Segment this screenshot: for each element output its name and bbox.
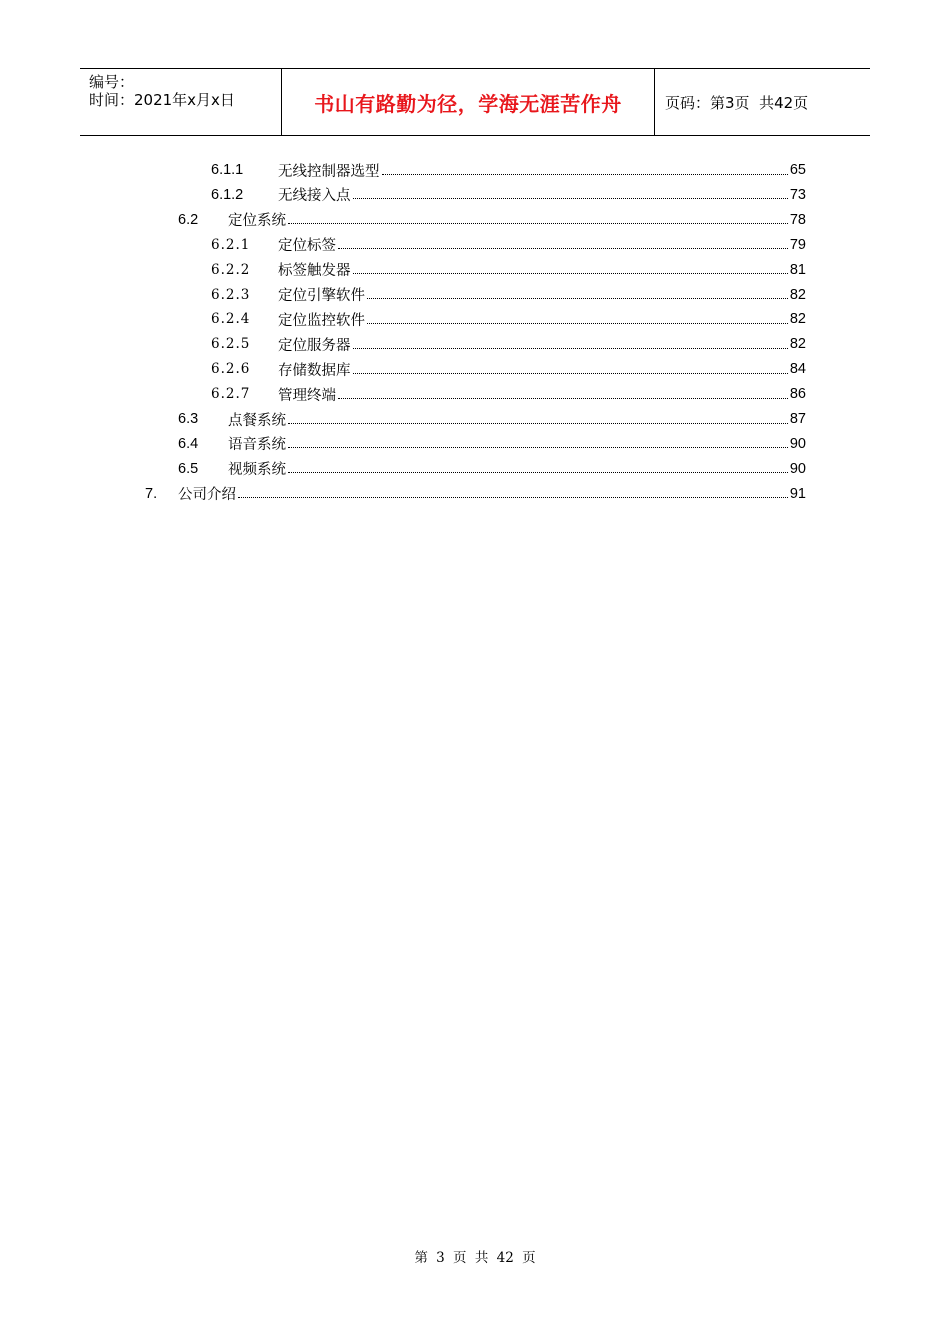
toc-entry-page: 84 — [789, 361, 806, 378]
toc-entry-title: 定位引擎软件 — [278, 288, 365, 304]
toc-entry[interactable] — [0, 332, 950, 356]
dot-leader — [238, 497, 788, 498]
toc-entry-title: 语音系统 — [228, 437, 286, 454]
header-info-cell — [80, 69, 282, 135]
toc-entry-number: 6.2.6 — [211, 361, 251, 378]
dot-leader — [338, 398, 788, 399]
header-page-cell — [655, 69, 870, 135]
dot-leader — [288, 423, 788, 424]
toc-entry-title: 无线控制器选型 — [278, 163, 380, 180]
toc-entry-title: 标签触发器 — [278, 263, 351, 280]
toc-entry-page: 90 — [789, 460, 806, 477]
dot-leader — [382, 174, 788, 175]
toc-entry[interactable] — [0, 357, 950, 381]
toc-entry[interactable] — [0, 233, 950, 257]
toc-entry-number: 6.2 — [178, 211, 199, 228]
toc-entry-number: 6.3 — [178, 411, 199, 427]
toc-entry-number: 7. — [145, 485, 158, 502]
toc-entry[interactable] — [0, 457, 950, 481]
toc-entry-number: 6.1.1 — [211, 162, 244, 178]
dot-leader — [288, 447, 788, 448]
toc-entry-number: 6.1.2 — [211, 186, 244, 203]
dot-leader — [353, 373, 788, 374]
toc-entry[interactable] — [0, 258, 950, 282]
dot-leader — [353, 273, 788, 274]
dot-leader — [288, 223, 788, 224]
dot-leader — [353, 348, 788, 349]
toc-entry[interactable] — [0, 283, 950, 307]
dot-leader — [353, 198, 788, 199]
toc-entry-number: 6.2.1 — [211, 236, 251, 253]
slogan: 书山有路勤为径，学海无涯苦作舟 — [314, 91, 622, 116]
toc-entry[interactable] — [0, 307, 950, 331]
toc-entry-page: 79 — [789, 236, 806, 253]
toc-entry-title: 定位标签 — [278, 238, 336, 255]
toc-entry-title: 点餐系统 — [228, 412, 286, 429]
toc-entry-title: 定位监控软件 — [278, 312, 365, 329]
toc-entry[interactable] — [0, 158, 950, 182]
toc-entry-page: 65 — [789, 162, 806, 178]
toc-entry-page: 73 — [789, 186, 806, 203]
toc-entry-page: 86 — [789, 386, 806, 403]
toc-entry-title: 存储数据库 — [278, 362, 351, 379]
dot-leader — [367, 298, 788, 299]
toc-entry-page: 87 — [789, 411, 806, 427]
toc-entry-title: 定位服务器 — [278, 337, 351, 354]
toc-entry-number: 6.2.7 — [211, 386, 251, 403]
dot-leader — [288, 472, 788, 473]
toc-entry-page: 91 — [789, 485, 806, 502]
page-footer: 第 3 页 共 42 页 — [414, 1250, 536, 1266]
toc-entry-title: 视频系统 — [228, 462, 286, 479]
toc-entry-page: 81 — [789, 261, 806, 278]
dot-leader — [367, 323, 788, 324]
toc-entry-title: 管理终端 — [278, 387, 336, 404]
toc-entry[interactable] — [0, 407, 950, 431]
toc-entry-title: 无线接入点 — [278, 188, 351, 205]
toc-entry[interactable] — [0, 432, 950, 456]
toc-entry-number: 6.2.5 — [211, 336, 251, 353]
toc-entry-number: 6.2.3 — [211, 286, 251, 303]
header-slogan-cell — [282, 69, 655, 135]
dot-leader — [338, 248, 788, 249]
toc-entry[interactable] — [0, 208, 950, 232]
time-label: 时间：2021年x月x日 — [89, 91, 235, 109]
toc-entry[interactable] — [0, 183, 950, 207]
page-info: 页码：第3页 共42页 — [665, 93, 809, 112]
toc-entry-page: 90 — [789, 435, 806, 452]
toc-entry-page: 78 — [789, 211, 806, 228]
toc-entry-number: 6.2.4 — [211, 311, 251, 328]
toc-entry-page: 82 — [789, 336, 806, 353]
toc-entry-number: 6.2.2 — [211, 261, 251, 278]
toc-entry-title: 公司介绍 — [178, 487, 236, 504]
toc-entry[interactable] — [0, 482, 950, 506]
toc-entry[interactable] — [0, 382, 950, 406]
toc-entry-title: 定位系统 — [228, 213, 286, 230]
page-header — [80, 68, 870, 136]
toc-entry-page: 82 — [789, 311, 806, 328]
code-label: 编号： — [89, 73, 135, 91]
toc-entry-number: 6.4 — [178, 435, 199, 452]
toc-entry-number: 6.5 — [178, 460, 199, 477]
toc-entry-page: 82 — [789, 286, 806, 303]
